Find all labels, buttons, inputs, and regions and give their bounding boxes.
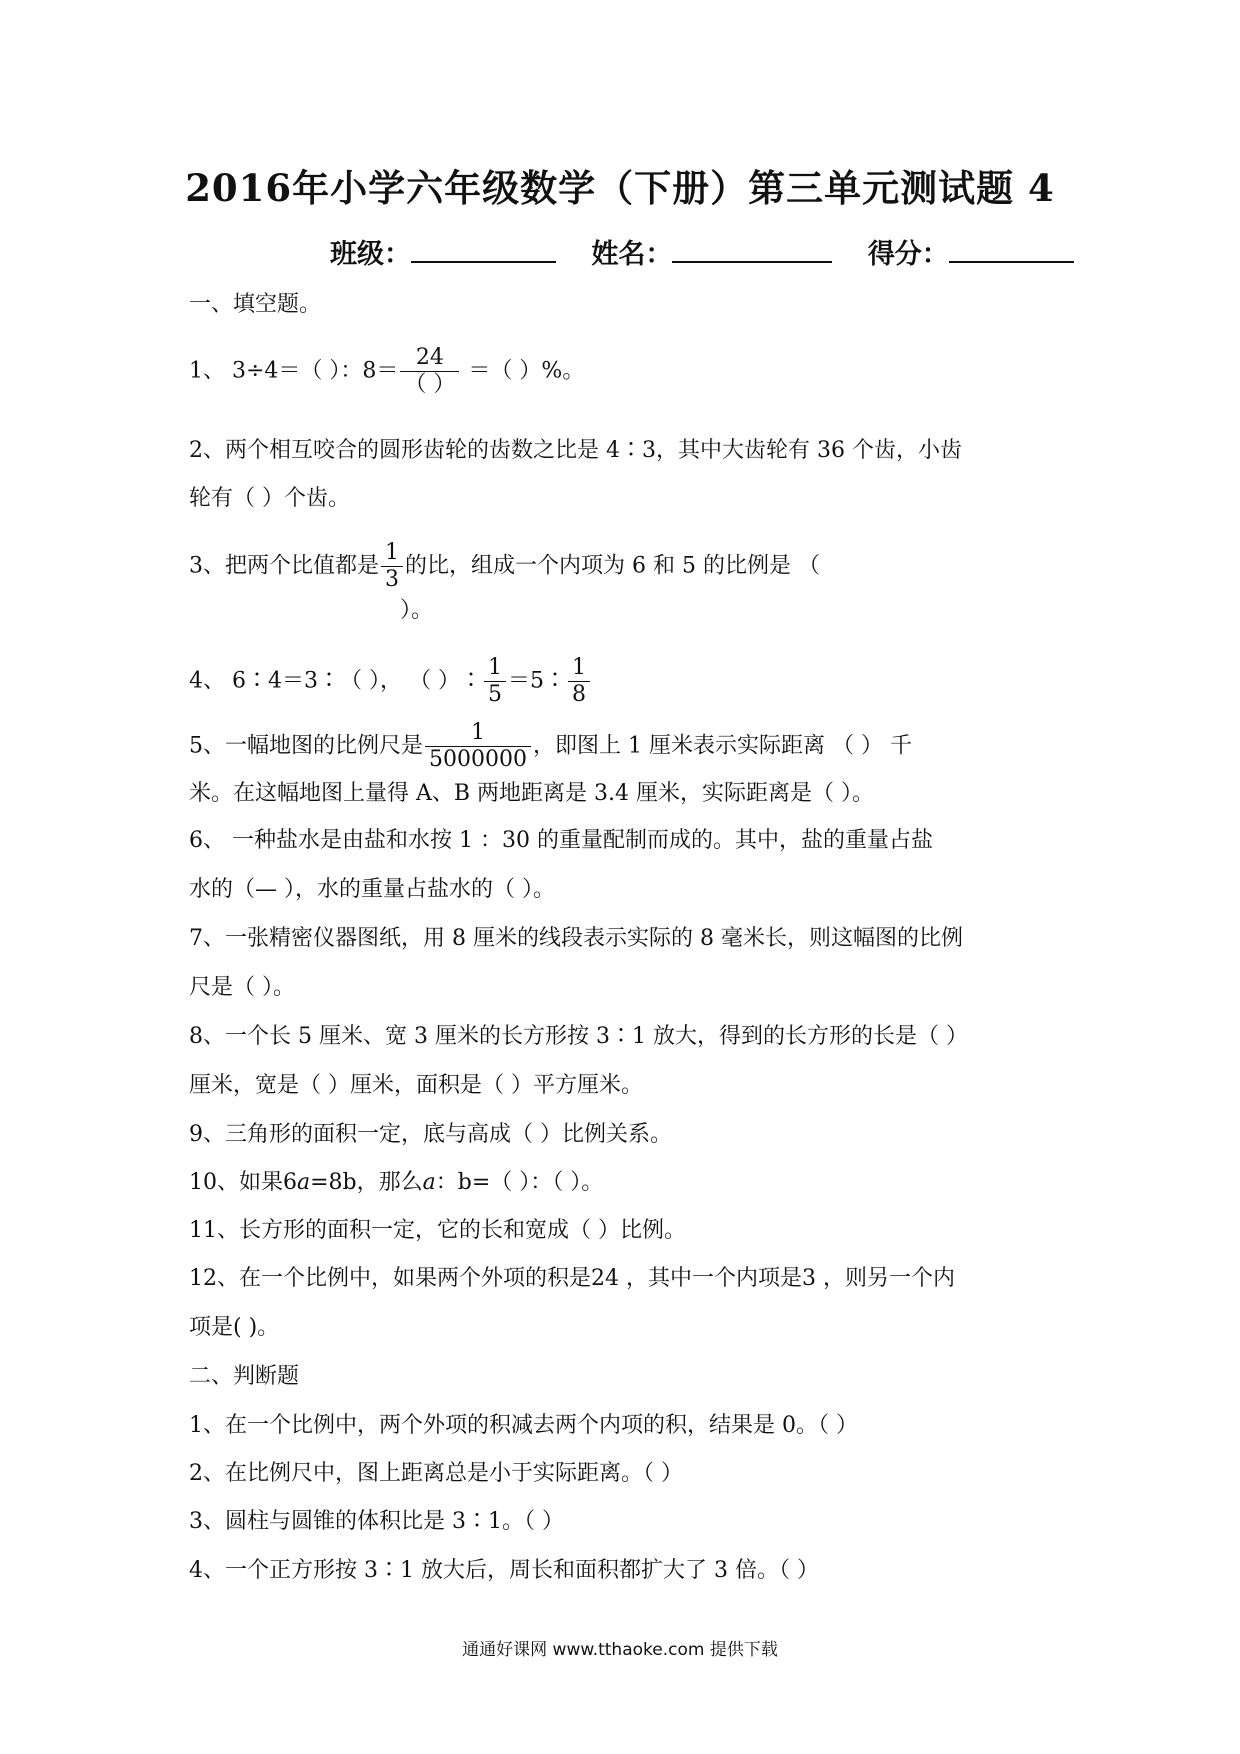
question-1	[189, 345, 584, 398]
section-true-false: 二、判断题	[189, 1364, 300, 1389]
question-12-line-2: 项是( )。	[189, 1315, 280, 1340]
question-2-line-2: 轮有（ ）个齿。	[189, 486, 350, 511]
q5-text: 5、一幅地图的比例尺是	[189, 733, 423, 759]
q1-numerator: 24	[400, 345, 459, 372]
q5-text-end: ，即图上 1 厘米表示实际距离 （ ） 千	[532, 733, 912, 759]
name-label: 姓名：	[591, 239, 673, 270]
question-9: 9、三角形的面积一定，底与高成（ ）比例关系。	[189, 1122, 672, 1147]
question-7-line-1: 7、一张精密仪器图纸，用 8 厘米的线段表示实际的 8 毫米长，则这幅图的比例	[189, 926, 963, 951]
q10-variable-a: a	[297, 1170, 311, 1195]
q10-text: 10、如果6	[189, 1170, 297, 1195]
q10-variable-a-2: a	[422, 1170, 436, 1195]
score-blank	[949, 239, 1074, 263]
student-info	[330, 232, 1074, 271]
q4-numerator-2: 1	[568, 655, 590, 682]
q10-text-end: ：b=（ ）：（ ）。	[435, 1170, 604, 1195]
question-12-line-1: 12、在一个比例中，如果两个外项的积是24 ，其中一个内项是3 ，则另一个内	[189, 1266, 955, 1291]
question-8-line-2: 厘米，宽是（ ）厘米，面积是（ ）平方厘米。	[189, 1073, 643, 1098]
question-3-line-2: ）。	[400, 598, 434, 623]
question-3	[189, 540, 820, 593]
q10-text-mid: =8b，那么	[310, 1170, 423, 1195]
q1-text-end: ＝（ ）%。	[461, 358, 585, 384]
q3-text-end: 的比，组成一个内项为 6 和 5 的比例是 （	[405, 553, 820, 579]
question-7-line-2: 尺是（ ）。	[189, 975, 295, 1000]
score-label: 得分：	[867, 239, 949, 270]
q4-text-mid: ＝5∶	[507, 668, 566, 694]
question-2-line-1: 2、两个相互咬合的圆形齿轮的齿数之比是 4∶3，其中大齿轮有 36 个齿，小齿	[189, 438, 962, 463]
question-5	[189, 720, 912, 773]
question-4	[189, 655, 592, 708]
q3-denominator: 3	[385, 567, 399, 592]
q4-denominator-1: 5	[487, 682, 502, 707]
q5-fraction	[425, 720, 531, 773]
question-10	[189, 1168, 603, 1198]
q1-fraction	[400, 345, 459, 398]
q3-numerator: 1	[381, 540, 403, 567]
q4-denominator-2: 8	[571, 682, 586, 707]
judge-2: 2、在比例尺中，图上距离总是小于实际距离。（ ）	[189, 1461, 683, 1486]
q5-numerator: 1	[425, 720, 531, 747]
q4-numerator-1: 1	[484, 655, 506, 682]
judge-1: 1、在一个比例中，两个外项的积减去两个内项的积，结果是 0。（ ）	[189, 1413, 858, 1438]
q4-fraction-1	[484, 655, 506, 708]
q3-text: 3、把两个比值都是	[189, 553, 379, 579]
class-blank	[411, 239, 556, 263]
q1-denominator: （ ）	[404, 372, 456, 397]
section-fill-blank: 一、填空题。	[189, 292, 322, 317]
question-5-line-2: 米。在这幅地图上量得 A、B 两地距离是 3.4 厘米，实际距离是（ ）。	[189, 781, 875, 806]
name-blank	[672, 239, 832, 263]
judge-3: 3、圆柱与圆锥的体积比是 3∶1。（ ）	[189, 1509, 564, 1534]
q4-text: 4、 6∶4＝3∶（ ）， （ ）∶	[189, 668, 482, 694]
class-label: 班级：	[330, 239, 411, 270]
question-6-line-2: 水的（— ），水的重量占盐水的（ ）。	[189, 877, 555, 902]
question-8-line-1: 8、一个长 5 厘米、宽 3 厘米的长方形按 3∶1 放大，得到的长方形的长是（ ）	[189, 1024, 968, 1049]
q4-fraction-2	[568, 655, 590, 708]
question-6-line-1: 6、 一种盐水是由盐和水按 1 ：30 的重量配制而成的。其中，盐的重量占盐	[189, 828, 933, 853]
page-title: 2016年小学六年级数学（下册）第三单元测试题 4	[185, 166, 1055, 210]
q5-denominator: 5000000	[429, 747, 527, 772]
question-11: 11、长方形的面积一定，它的长和宽成（ ）比例。	[189, 1218, 686, 1243]
q1-text: 1、 3÷4＝（ ）：8＝	[189, 358, 399, 384]
footer-credit: 通通好课网 www.tthaoke.com 提供下载	[462, 1640, 778, 1660]
judge-4: 4、一个正方形按 3∶1 放大后，周长和面积都扩大了 3 倍。（ ）	[189, 1558, 819, 1583]
q3-fraction	[381, 540, 403, 593]
